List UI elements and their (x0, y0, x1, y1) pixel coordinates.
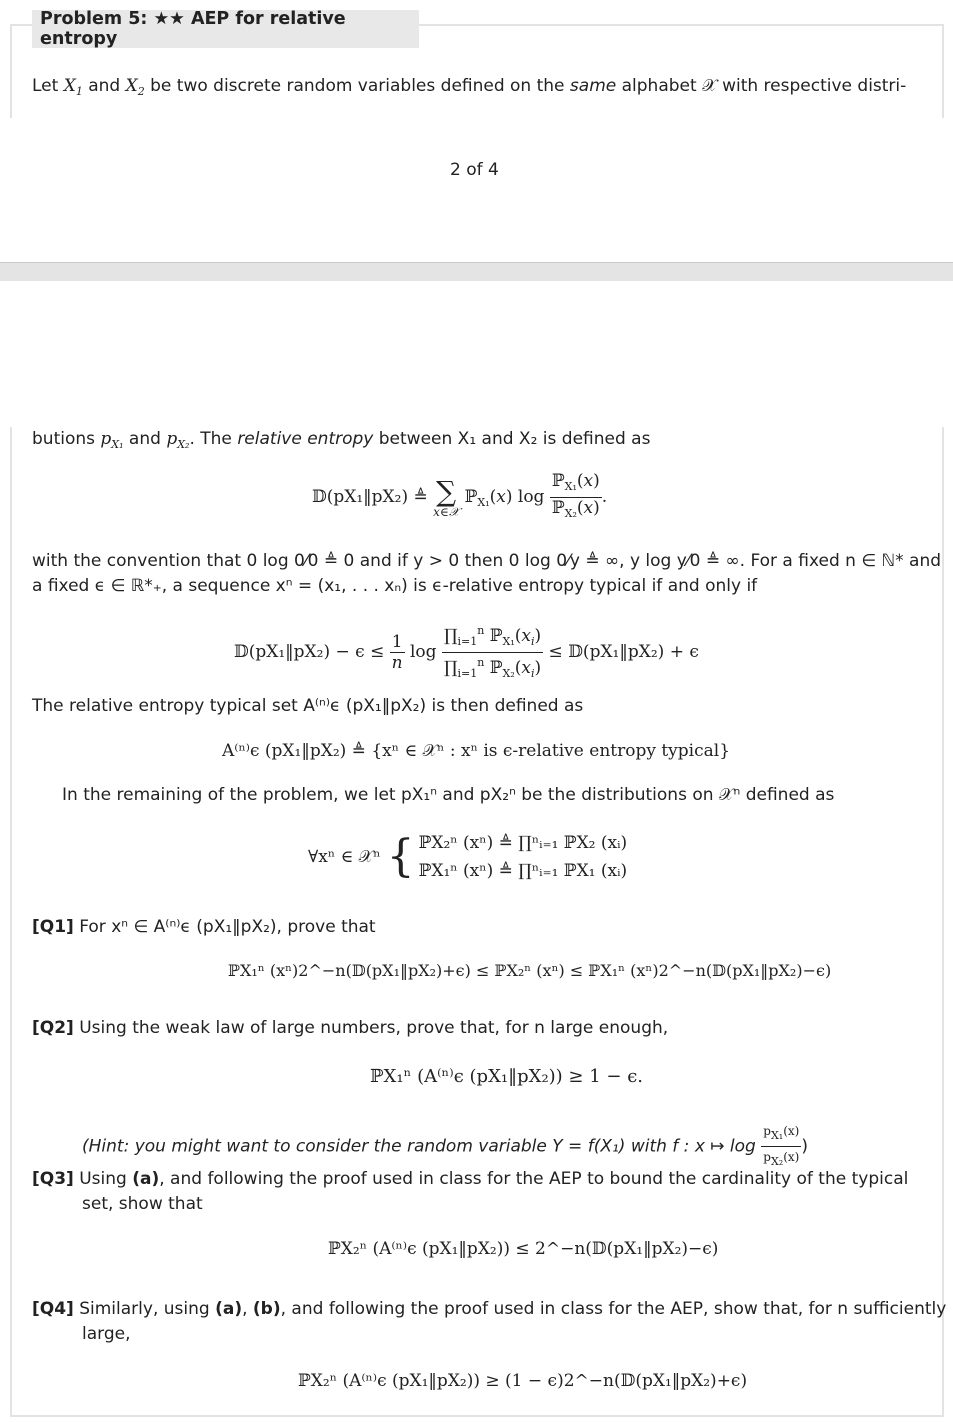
text-line-6: In the remaining of the problem, we let pX₁ⁿ and pX₂ⁿ be the distributions on 𝒳ⁿ defined as (62, 785, 835, 805)
equation-distributions: ∀xⁿ ∈ 𝒳ⁿ { ℙX₂ⁿ (xⁿ) ≜ ∏ⁿᵢ₌₁ ℙX₂ (xᵢ) ℙX₁ⁿ (xⁿ) ≜ ∏ⁿᵢ₌₁ ℙX₁ (xᵢ) (308, 831, 628, 882)
text-line-2: with the convention that 0 log 0⁄0 ≜ 0 and if y > 0 then 0 log 0⁄y ≜ ∞, y log y⁄0 ≜ ∞. For a fixed n ∈ ℕ* and (32, 551, 942, 571)
intro-line: Let $X_1$ and $X_2$ be two discrete random variables defined on the same alphabet 𝒳 with respective distri- (32, 76, 907, 98)
question-4: [Q4] Similarly, using (a), (b), and following the proof used in class for the AEP, show that, for n sufficiently (32, 1299, 947, 1319)
question-2: [Q2] Using the weak law of large numbers, prove that, for n large enough, (32, 1018, 669, 1038)
equation-q4: ℙX₂ⁿ (A⁽ⁿ⁾ϵ (pX₁‖pX₂)) ≥ (1 − ϵ)2^−n(𝔻(pX₁‖pX₂)+ϵ) (298, 1371, 748, 1391)
question-3-cont: set, show that (82, 1194, 203, 1214)
equation-typical-set: A⁽ⁿ⁾ϵ (pX₁‖pX₂) ≜ {xⁿ ∈ 𝒳ⁿ : xⁿ is ϵ-relative entropy typical} (222, 741, 731, 761)
equation-definition: 𝔻(pX₁‖pX₂) ≜ ∑ x∈𝒳 ℙ$_{X_1}$(x) log $\frac{ℙ_{X_1}(x)}{ℙ_{X_2}(x)}$ . (312, 471, 608, 520)
hint-line: (Hint: you might want to consider the random variable Y = f(X₁) with f : x ↦ log $\frac{\text{pX₁(x)}}{\text{pX₂(x)}}$ ) (82, 1121, 808, 1172)
text-line-1: butions $p_{X_1}$ and $p_{X_2}$. The relative entropy between X₁ and X₂ is defined as (32, 429, 651, 451)
equation-q3: ℙX₂ⁿ (A⁽ⁿ⁾ϵ (pX₁‖pX₂)) ≤ 2^−n(𝔻(pX₁‖pX₂)−ϵ) (328, 1239, 719, 1259)
page-indicator: 2 of 4 (450, 160, 499, 180)
problem-title: Problem 5: ★★ AEP for relative entropy (32, 10, 419, 48)
text-line-4: The relative entropy typical set A⁽ⁿ⁾ϵ (pX₁‖pX₂) is then defined as (32, 696, 584, 716)
page-bottom (0, 281, 953, 1422)
text-line-3: a fixed ϵ ∈ ℝ*₊, a sequence xⁿ = (x₁, . . . xₙ) is ϵ-relative entropy typical if and only if (32, 576, 758, 596)
equation-typical: 𝔻(pX₁‖pX₂) − ϵ ≤ $\frac{1}{n}$ log $\frac{\prod_{i=1}^n ℙ_{X_1}(x_i)}{\prod_{i=1}^n ℙ_{X_2}(x_i)}$ ≤ 𝔻(pX₁‖pX₂) + ϵ (234, 621, 699, 684)
page-separator (0, 262, 953, 282)
page-top (0, 0, 953, 262)
question-4-cont: large, (82, 1324, 131, 1344)
question-1: [Q1] For xⁿ ∈ A⁽ⁿ⁾ϵ (pX₁‖pX₂), prove that (32, 917, 376, 937)
question-3: [Q3] Using (a), and following the proof used in class for the AEP to bound the cardinality of the typical (32, 1169, 909, 1189)
equation-q1: ℙX₁ⁿ (xⁿ)2^−n(𝔻(pX₁‖pX₂)+ϵ) ≤ ℙX₂ⁿ (xⁿ) ≤ ℙX₁ⁿ (xⁿ)2^−n(𝔻(pX₁‖pX₂)−ϵ) (228, 961, 832, 980)
equation-q2: ℙX₁ⁿ (A⁽ⁿ⁾ϵ (pX₁‖pX₂)) ≥ 1 − ϵ. (370, 1066, 644, 1087)
